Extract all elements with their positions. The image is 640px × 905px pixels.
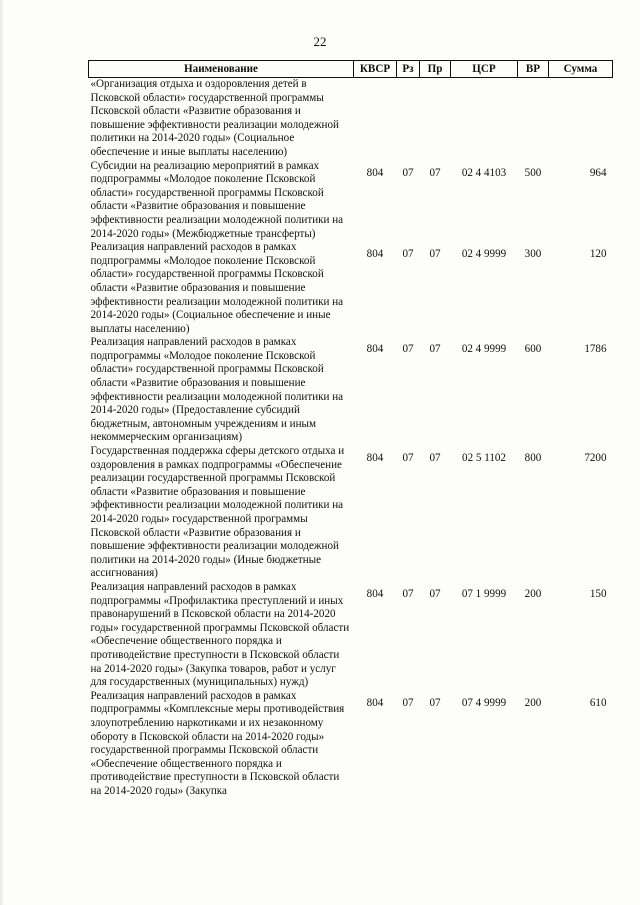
row-sum: 610 bbox=[589, 696, 607, 709]
row-pr: 07 bbox=[429, 248, 441, 261]
header-rz: Рз bbox=[397, 61, 420, 78]
row-csr: 02 5 1102 bbox=[462, 452, 506, 465]
row-rz: 07 bbox=[402, 248, 414, 261]
row-vr: 500 bbox=[524, 166, 542, 179]
table-row bbox=[89, 445, 613, 581]
table-row bbox=[89, 581, 613, 690]
row-vr: 800 bbox=[524, 452, 542, 465]
row-rz: 07 bbox=[402, 343, 414, 356]
row-sum: 964 bbox=[589, 166, 607, 179]
row-sum: 120 bbox=[589, 248, 607, 261]
row-name: Субсидии на реализацию мероприятий в рамках подпрограммы «Молодое поколение Псковской области» государственной программы Псковской области «Развитие образования и повышение эффективности реализации молодежной политики на 2014-2020 годы» (Межбюджетные трансферты) bbox=[90, 159, 344, 240]
budget-table bbox=[88, 60, 613, 798]
row-pr: 07 bbox=[429, 343, 441, 356]
row-name: Государственная поддержка сферы детского отдыха и оздоровления в рамках подпрограммы «Обеспечение реализации государственной программы Псковской области «Развитие образования и повышение эффективности реализации молодежной политики на 2014-2020 годы» государственной программы Псковской области «Развитие образования и повышение эффективности реализации молодежной политики на 2014-2020 годы» (Иные бюджетные ассигнования) bbox=[90, 445, 345, 580]
row-vr: 300 bbox=[524, 248, 542, 261]
row-sum: 1786 bbox=[584, 343, 607, 356]
row-name: Реализация направлений расходов в рамках подпрограммы «Молодое поколение Псковской области» государственной программы Псковской области «Развитие образования и повышение эффективности реализации молодежной политики на 2014-2020 годы» (Социальное обеспечение и иные выплаты населению) bbox=[90, 241, 344, 335]
row-pr: 07 bbox=[429, 587, 441, 600]
table-row bbox=[89, 690, 613, 799]
header-kvsr: КВСР bbox=[354, 61, 397, 78]
row-sum: 7200 bbox=[584, 452, 607, 465]
row-rz: 07 bbox=[402, 587, 414, 600]
row-csr: 07 1 9999 bbox=[461, 587, 507, 600]
row-name: Реализация направлений расходов в рамках подпрограммы «Комплексные меры противодействия злоупотреблению наркотиками и их незаконному обороту в Псковской области на 2014-2020 годы» государственной программы Псковской области «Обеспечение общественного порядка и противодействие преступности в Псковской области на 2014-2020 годы» (Закупка bbox=[90, 689, 345, 797]
row-name: Реализация направлений расходов в рамках подпрограммы «Молодое поколение Псковской области» государственной программы Псковской области «Развитие образования и повышение эффективности реализации молодежной политики на 2014-2020 годы» (Предоставление субсидий бюджетным, автономным учреждениям и иным некоммерческим организациям) bbox=[90, 336, 344, 444]
row-vr: 200 bbox=[524, 587, 542, 600]
row-pr: 07 bbox=[429, 452, 441, 465]
row-csr: 02 4 9999 bbox=[461, 343, 507, 356]
row-kvsr: 804 bbox=[366, 696, 384, 709]
row-vr: 600 bbox=[524, 343, 542, 356]
header-vr: ВР bbox=[518, 61, 549, 78]
row-csr: 07 4 9999 bbox=[461, 696, 507, 709]
row-kvsr: 804 bbox=[366, 587, 384, 600]
row-pr: 07 bbox=[429, 696, 441, 709]
table-row bbox=[89, 336, 613, 445]
row-name: Реализация направлений расходов в рамках подпрограммы «Профилактика преступлений и иных правонарушений в Псковской области на 2014-2020 годы» государственной программы Псковской области «Обеспечение общественного порядка и противодействие преступности в Псковской области на 2014-2020 годы» (Закупка товаров, работ и услуг для государственных (муниципальных) нужд) bbox=[90, 580, 350, 689]
row-kvsr: 804 bbox=[366, 166, 384, 179]
row-pr: 07 bbox=[429, 166, 441, 179]
row-kvsr: 804 bbox=[366, 248, 384, 261]
page-number: 22 bbox=[313, 34, 327, 49]
row-csr: 02 4 4103 bbox=[461, 166, 507, 179]
row-sum: 150 bbox=[589, 587, 607, 600]
header-sum: Сумма bbox=[549, 61, 613, 78]
row-vr: 200 bbox=[524, 696, 542, 709]
scan-edge-shadow bbox=[0, 0, 4, 905]
table-header-row bbox=[89, 61, 613, 78]
row-rz: 07 bbox=[402, 452, 414, 465]
continuation-text: «Организация отдыха и оздоровления детей в Псковской области» государственной программы Псковской области «Развитие образования и повышение эффективности реализации молодежной политики на 2014-2020 годы» (Социальное обеспечение и иные выплаты населению) bbox=[90, 78, 339, 158]
row-rz: 07 bbox=[402, 696, 414, 709]
header-csr: ЦСР bbox=[451, 61, 518, 78]
header-name: Наименование bbox=[89, 61, 354, 78]
table-row bbox=[89, 241, 613, 336]
row-kvsr: 804 bbox=[366, 343, 384, 356]
table-row bbox=[89, 160, 613, 242]
header-pr: Пр bbox=[420, 61, 451, 78]
row-rz: 07 bbox=[402, 166, 414, 179]
row-kvsr: 804 bbox=[366, 452, 384, 465]
table-row-continuation bbox=[89, 78, 613, 160]
row-csr: 02 4 9999 bbox=[461, 248, 507, 261]
